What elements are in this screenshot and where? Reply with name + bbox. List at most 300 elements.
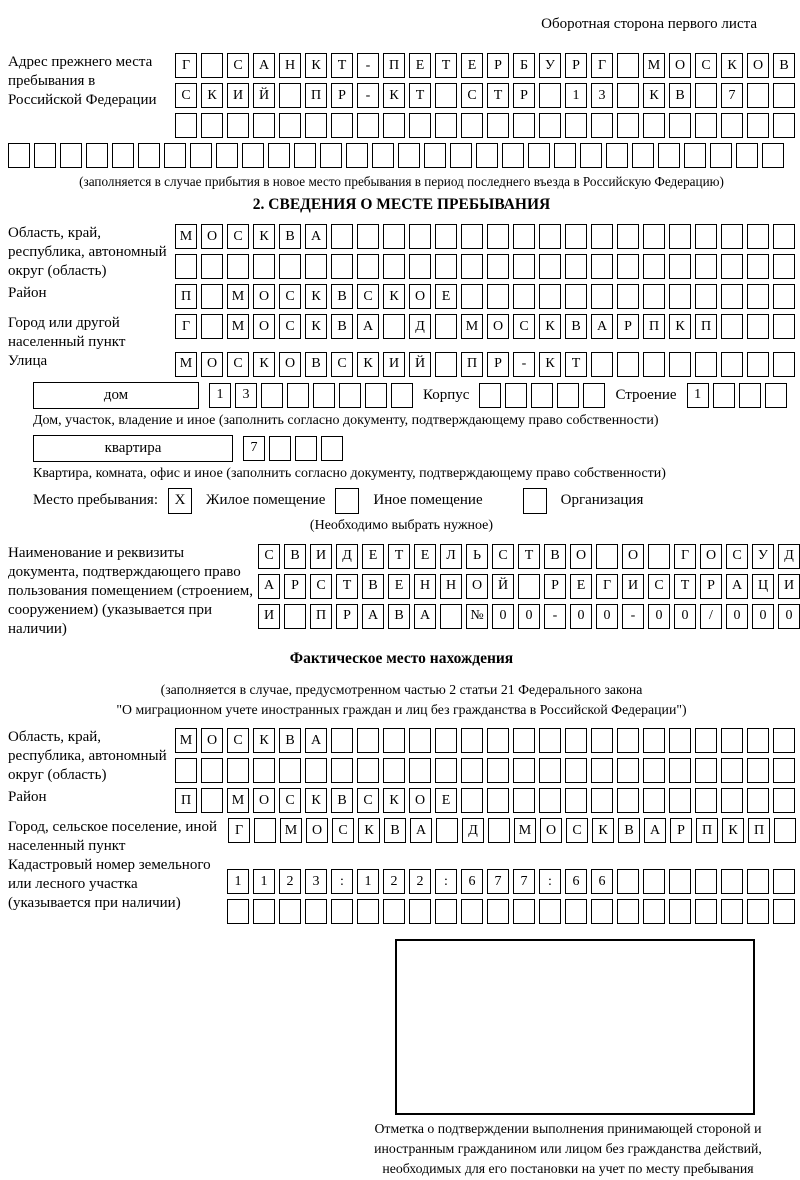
- char-cell[interactable]: [479, 383, 501, 408]
- char-cell[interactable]: 7: [243, 436, 265, 461]
- char-cell[interactable]: [435, 728, 457, 753]
- char-cell[interactable]: [409, 728, 431, 753]
- char-cell[interactable]: [242, 143, 264, 168]
- char-cell[interactable]: В: [544, 544, 566, 569]
- char-cell[interactable]: П: [305, 83, 327, 108]
- char-cell[interactable]: К: [722, 818, 744, 843]
- char-cell[interactable]: Т: [487, 83, 509, 108]
- char-cell[interactable]: К: [253, 728, 275, 753]
- char-cell[interactable]: [461, 254, 483, 279]
- char-cell[interactable]: Б: [513, 53, 535, 78]
- char-cell[interactable]: М: [514, 818, 536, 843]
- char-cell[interactable]: П: [310, 604, 332, 629]
- char-cell[interactable]: [591, 284, 613, 309]
- char-cell[interactable]: [617, 254, 639, 279]
- char-cell[interactable]: [488, 818, 510, 843]
- char-cell[interactable]: [513, 284, 535, 309]
- char-cell[interactable]: [357, 254, 379, 279]
- char-cell[interactable]: [287, 383, 309, 408]
- char-cell[interactable]: [409, 899, 431, 924]
- char-cell[interactable]: [513, 758, 535, 783]
- char-cell[interactable]: [487, 899, 509, 924]
- char-cell[interactable]: С: [461, 83, 483, 108]
- char-cell[interactable]: Т: [388, 544, 410, 569]
- char-cell[interactable]: [294, 143, 316, 168]
- char-cell[interactable]: [461, 284, 483, 309]
- char-cell[interactable]: [201, 113, 223, 138]
- char-cell[interactable]: [580, 143, 602, 168]
- char-cell[interactable]: О: [201, 728, 223, 753]
- char-cell[interactable]: [435, 113, 457, 138]
- char-cell[interactable]: [261, 383, 283, 408]
- char-cell[interactable]: [531, 383, 553, 408]
- char-cell[interactable]: В: [331, 284, 353, 309]
- char-cell[interactable]: [518, 574, 540, 599]
- char-cell[interactable]: [461, 728, 483, 753]
- char-cell[interactable]: Е: [435, 788, 457, 813]
- char-cell[interactable]: [669, 352, 691, 377]
- char-cell[interactable]: [435, 758, 457, 783]
- char-cell[interactable]: [201, 758, 223, 783]
- char-cell[interactable]: М: [175, 224, 197, 249]
- char-cell[interactable]: [583, 383, 605, 408]
- char-cell[interactable]: Р: [670, 818, 692, 843]
- char-cell[interactable]: [591, 899, 613, 924]
- char-cell[interactable]: [721, 788, 743, 813]
- char-cell[interactable]: [513, 224, 535, 249]
- char-cell[interactable]: 0: [778, 604, 800, 629]
- char-cell[interactable]: [565, 899, 587, 924]
- char-cell[interactable]: [539, 728, 561, 753]
- char-cell[interactable]: К: [305, 788, 327, 813]
- char-cell[interactable]: [747, 254, 769, 279]
- char-cell[interactable]: [227, 254, 249, 279]
- char-cell[interactable]: [461, 899, 483, 924]
- char-cell[interactable]: [669, 224, 691, 249]
- char-cell[interactable]: А: [726, 574, 748, 599]
- char-cell[interactable]: [695, 788, 717, 813]
- char-cell[interactable]: М: [280, 818, 302, 843]
- char-cell[interactable]: [773, 254, 795, 279]
- char-cell[interactable]: [565, 254, 587, 279]
- char-cell[interactable]: [617, 728, 639, 753]
- char-cell[interactable]: [617, 53, 639, 78]
- char-cell[interactable]: 0: [570, 604, 592, 629]
- char-cell[interactable]: П: [696, 818, 718, 843]
- char-cell[interactable]: [591, 254, 613, 279]
- char-cell[interactable]: [305, 254, 327, 279]
- char-cell[interactable]: [331, 224, 353, 249]
- char-cell[interactable]: А: [362, 604, 384, 629]
- char-cell[interactable]: [721, 254, 743, 279]
- char-cell[interactable]: А: [414, 604, 436, 629]
- char-cell[interactable]: С: [332, 818, 354, 843]
- char-cell[interactable]: А: [357, 314, 379, 339]
- char-cell[interactable]: [383, 113, 405, 138]
- char-cell[interactable]: №: [466, 604, 488, 629]
- char-cell[interactable]: [721, 314, 743, 339]
- char-cell[interactable]: [201, 284, 223, 309]
- char-cell[interactable]: [321, 436, 343, 461]
- char-cell[interactable]: Н: [279, 53, 301, 78]
- char-cell[interactable]: Д: [462, 818, 484, 843]
- char-cell[interactable]: [739, 383, 761, 408]
- char-cell[interactable]: [138, 143, 160, 168]
- char-cell[interactable]: [357, 899, 379, 924]
- char-cell[interactable]: В: [388, 604, 410, 629]
- checkbox-other-premises[interactable]: [335, 488, 359, 514]
- char-cell[interactable]: [643, 728, 665, 753]
- char-cell[interactable]: [461, 758, 483, 783]
- char-cell[interactable]: [643, 113, 665, 138]
- char-cell[interactable]: [773, 314, 795, 339]
- char-cell[interactable]: :: [331, 869, 353, 894]
- char-cell[interactable]: А: [253, 53, 275, 78]
- char-cell[interactable]: [175, 758, 197, 783]
- char-cell[interactable]: [565, 224, 587, 249]
- char-cell[interactable]: Л: [440, 544, 462, 569]
- char-cell[interactable]: Т: [331, 53, 353, 78]
- char-cell[interactable]: [8, 143, 30, 168]
- char-cell[interactable]: [201, 53, 223, 78]
- char-cell[interactable]: [253, 758, 275, 783]
- char-cell[interactable]: [695, 728, 717, 753]
- char-cell[interactable]: [435, 83, 457, 108]
- char-cell[interactable]: В: [331, 314, 353, 339]
- char-cell[interactable]: И: [778, 574, 800, 599]
- char-cell[interactable]: [487, 788, 509, 813]
- char-cell[interactable]: Р: [331, 83, 353, 108]
- char-cell[interactable]: [747, 869, 769, 894]
- char-cell[interactable]: Д: [778, 544, 800, 569]
- char-cell[interactable]: [747, 788, 769, 813]
- char-cell[interactable]: [695, 899, 717, 924]
- char-cell[interactable]: [591, 224, 613, 249]
- char-cell[interactable]: [331, 758, 353, 783]
- char-cell[interactable]: У: [752, 544, 774, 569]
- char-cell[interactable]: [721, 869, 743, 894]
- char-cell[interactable]: [747, 224, 769, 249]
- char-cell[interactable]: [643, 869, 665, 894]
- char-cell[interactable]: [357, 758, 379, 783]
- char-cell[interactable]: [565, 728, 587, 753]
- char-cell[interactable]: В: [284, 544, 306, 569]
- char-cell[interactable]: П: [175, 284, 197, 309]
- char-cell[interactable]: С: [513, 314, 535, 339]
- char-cell[interactable]: [762, 143, 784, 168]
- char-cell[interactable]: В: [279, 224, 301, 249]
- char-cell[interactable]: Г: [674, 544, 696, 569]
- char-cell[interactable]: [565, 788, 587, 813]
- char-cell[interactable]: А: [258, 574, 280, 599]
- char-cell[interactable]: [669, 899, 691, 924]
- char-cell[interactable]: Р: [617, 314, 639, 339]
- char-cell[interactable]: М: [175, 728, 197, 753]
- char-cell[interactable]: [591, 113, 613, 138]
- char-cell[interactable]: 0: [518, 604, 540, 629]
- char-cell[interactable]: И: [258, 604, 280, 629]
- char-cell[interactable]: [295, 436, 317, 461]
- char-cell[interactable]: [736, 143, 758, 168]
- char-cell[interactable]: [279, 758, 301, 783]
- char-cell[interactable]: О: [466, 574, 488, 599]
- char-cell[interactable]: Д: [409, 314, 431, 339]
- char-cell[interactable]: С: [227, 53, 249, 78]
- char-cell[interactable]: 0: [596, 604, 618, 629]
- char-cell[interactable]: И: [622, 574, 644, 599]
- char-cell[interactable]: С: [648, 574, 670, 599]
- char-cell[interactable]: [513, 254, 535, 279]
- char-cell[interactable]: [513, 728, 535, 753]
- char-cell[interactable]: [617, 758, 639, 783]
- char-cell[interactable]: [773, 284, 795, 309]
- char-cell[interactable]: [669, 284, 691, 309]
- char-cell[interactable]: [383, 224, 405, 249]
- char-cell[interactable]: О: [253, 284, 275, 309]
- char-cell[interactable]: [554, 143, 576, 168]
- char-cell[interactable]: [435, 254, 457, 279]
- char-cell[interactable]: О: [540, 818, 562, 843]
- char-cell[interactable]: [201, 788, 223, 813]
- char-cell[interactable]: [643, 758, 665, 783]
- char-cell[interactable]: [398, 143, 420, 168]
- char-cell[interactable]: Й: [492, 574, 514, 599]
- char-cell[interactable]: С: [279, 314, 301, 339]
- char-cell[interactable]: [305, 113, 327, 138]
- char-cell[interactable]: Р: [284, 574, 306, 599]
- char-cell[interactable]: [695, 83, 717, 108]
- char-cell[interactable]: [617, 352, 639, 377]
- char-cell[interactable]: [164, 143, 186, 168]
- char-cell[interactable]: [643, 284, 665, 309]
- char-cell[interactable]: Ь: [466, 544, 488, 569]
- char-cell[interactable]: [409, 758, 431, 783]
- char-cell[interactable]: П: [461, 352, 483, 377]
- char-cell[interactable]: 0: [648, 604, 670, 629]
- char-cell[interactable]: [591, 728, 613, 753]
- char-cell[interactable]: [773, 113, 795, 138]
- char-cell[interactable]: 1: [357, 869, 379, 894]
- char-cell[interactable]: [357, 224, 379, 249]
- char-cell[interactable]: В: [362, 574, 384, 599]
- char-cell[interactable]: [643, 899, 665, 924]
- char-cell[interactable]: [268, 143, 290, 168]
- char-cell[interactable]: 3: [305, 869, 327, 894]
- char-cell[interactable]: [565, 284, 587, 309]
- char-cell[interactable]: [617, 899, 639, 924]
- char-cell[interactable]: Т: [674, 574, 696, 599]
- char-cell[interactable]: С: [279, 284, 301, 309]
- char-cell[interactable]: [539, 899, 561, 924]
- char-cell[interactable]: [435, 899, 457, 924]
- char-cell[interactable]: :: [435, 869, 457, 894]
- char-cell[interactable]: [721, 758, 743, 783]
- char-cell[interactable]: [461, 113, 483, 138]
- char-cell[interactable]: [539, 758, 561, 783]
- char-cell[interactable]: 6: [461, 869, 483, 894]
- char-cell[interactable]: [539, 113, 561, 138]
- char-cell[interactable]: [721, 352, 743, 377]
- char-cell[interactable]: С: [695, 53, 717, 78]
- char-cell[interactable]: С: [492, 544, 514, 569]
- char-cell[interactable]: [617, 113, 639, 138]
- char-cell[interactable]: [591, 758, 613, 783]
- char-cell[interactable]: [606, 143, 628, 168]
- char-cell[interactable]: [747, 352, 769, 377]
- char-cell[interactable]: [528, 143, 550, 168]
- char-cell[interactable]: [513, 899, 535, 924]
- char-cell[interactable]: [669, 254, 691, 279]
- char-cell[interactable]: О: [306, 818, 328, 843]
- char-cell[interactable]: [476, 143, 498, 168]
- char-cell[interactable]: С: [726, 544, 748, 569]
- char-cell[interactable]: [305, 899, 327, 924]
- char-cell[interactable]: Т: [565, 352, 587, 377]
- char-cell[interactable]: [253, 254, 275, 279]
- char-cell[interactable]: [539, 284, 561, 309]
- char-cell[interactable]: 1: [253, 869, 275, 894]
- char-cell[interactable]: [331, 728, 353, 753]
- char-cell[interactable]: А: [305, 728, 327, 753]
- char-cell[interactable]: [112, 143, 134, 168]
- char-cell[interactable]: [505, 383, 527, 408]
- char-cell[interactable]: М: [227, 788, 249, 813]
- char-cell[interactable]: 7: [513, 869, 535, 894]
- char-cell[interactable]: [695, 113, 717, 138]
- char-cell[interactable]: С: [566, 818, 588, 843]
- char-cell[interactable]: Е: [570, 574, 592, 599]
- char-cell[interactable]: [331, 899, 353, 924]
- char-cell[interactable]: П: [695, 314, 717, 339]
- char-cell[interactable]: [34, 143, 56, 168]
- char-cell[interactable]: К: [383, 284, 405, 309]
- char-cell[interactable]: Е: [362, 544, 384, 569]
- char-cell[interactable]: [648, 544, 670, 569]
- char-cell[interactable]: [747, 899, 769, 924]
- char-cell[interactable]: 6: [591, 869, 613, 894]
- char-cell[interactable]: В: [384, 818, 406, 843]
- char-cell[interactable]: Е: [409, 53, 431, 78]
- char-cell[interactable]: -: [513, 352, 535, 377]
- char-cell[interactable]: [669, 788, 691, 813]
- char-cell[interactable]: [643, 788, 665, 813]
- char-cell[interactable]: [435, 352, 457, 377]
- char-cell[interactable]: 1: [209, 383, 231, 408]
- char-cell[interactable]: К: [253, 224, 275, 249]
- char-cell[interactable]: А: [591, 314, 613, 339]
- char-cell[interactable]: 1: [687, 383, 709, 408]
- char-cell[interactable]: [773, 728, 795, 753]
- char-cell[interactable]: О: [409, 788, 431, 813]
- char-cell[interactable]: [747, 83, 769, 108]
- char-cell[interactable]: А: [644, 818, 666, 843]
- char-cell[interactable]: -: [544, 604, 566, 629]
- char-cell[interactable]: [695, 254, 717, 279]
- char-cell[interactable]: [331, 113, 353, 138]
- char-cell[interactable]: Р: [565, 53, 587, 78]
- char-cell[interactable]: Р: [487, 352, 509, 377]
- char-cell[interactable]: [435, 224, 457, 249]
- char-cell[interactable]: [617, 788, 639, 813]
- char-cell[interactable]: [695, 869, 717, 894]
- char-cell[interactable]: [391, 383, 413, 408]
- char-cell[interactable]: Г: [175, 314, 197, 339]
- char-cell[interactable]: [313, 383, 335, 408]
- char-cell[interactable]: Т: [435, 53, 457, 78]
- char-cell[interactable]: -: [357, 53, 379, 78]
- char-cell[interactable]: С: [175, 83, 197, 108]
- char-cell[interactable]: Е: [461, 53, 483, 78]
- char-cell[interactable]: [713, 383, 735, 408]
- char-cell[interactable]: И: [383, 352, 405, 377]
- char-cell[interactable]: -: [622, 604, 644, 629]
- char-cell[interactable]: 7: [721, 83, 743, 108]
- char-cell[interactable]: [513, 113, 535, 138]
- char-cell[interactable]: [669, 758, 691, 783]
- char-cell[interactable]: О: [253, 314, 275, 339]
- checkbox-organization[interactable]: [523, 488, 547, 514]
- char-cell[interactable]: [765, 383, 787, 408]
- char-cell[interactable]: -: [357, 83, 379, 108]
- char-cell[interactable]: О: [201, 224, 223, 249]
- char-cell[interactable]: [695, 352, 717, 377]
- char-cell[interactable]: М: [175, 352, 197, 377]
- char-cell[interactable]: К: [721, 53, 743, 78]
- char-cell[interactable]: Е: [435, 284, 457, 309]
- char-cell[interactable]: К: [305, 314, 327, 339]
- char-cell[interactable]: К: [357, 352, 379, 377]
- char-cell[interactable]: [617, 224, 639, 249]
- char-cell[interactable]: :: [539, 869, 561, 894]
- char-cell[interactable]: [305, 758, 327, 783]
- char-cell[interactable]: [747, 728, 769, 753]
- char-cell[interactable]: С: [258, 544, 280, 569]
- char-cell[interactable]: В: [305, 352, 327, 377]
- char-cell[interactable]: [383, 758, 405, 783]
- char-cell[interactable]: Е: [414, 544, 436, 569]
- char-cell[interactable]: [721, 284, 743, 309]
- char-cell[interactable]: К: [539, 352, 561, 377]
- char-cell[interactable]: [440, 604, 462, 629]
- char-cell[interactable]: Г: [591, 53, 613, 78]
- char-cell[interactable]: 1: [565, 83, 587, 108]
- char-cell[interactable]: [539, 83, 561, 108]
- char-cell[interactable]: [539, 224, 561, 249]
- char-cell[interactable]: [424, 143, 446, 168]
- char-cell[interactable]: К: [539, 314, 561, 339]
- char-cell[interactable]: [773, 224, 795, 249]
- char-cell[interactable]: [773, 758, 795, 783]
- char-cell[interactable]: О: [409, 284, 431, 309]
- char-cell[interactable]: М: [461, 314, 483, 339]
- char-cell[interactable]: [436, 818, 458, 843]
- char-cell[interactable]: [190, 143, 212, 168]
- char-cell[interactable]: [684, 143, 706, 168]
- char-cell[interactable]: Г: [175, 53, 197, 78]
- char-cell[interactable]: [461, 224, 483, 249]
- char-cell[interactable]: М: [227, 314, 249, 339]
- char-cell[interactable]: [279, 899, 301, 924]
- char-cell[interactable]: [643, 352, 665, 377]
- char-cell[interactable]: М: [227, 284, 249, 309]
- char-cell[interactable]: О: [487, 314, 509, 339]
- char-cell[interactable]: 2: [279, 869, 301, 894]
- char-cell[interactable]: П: [748, 818, 770, 843]
- char-cell[interactable]: /: [700, 604, 722, 629]
- char-cell[interactable]: О: [201, 352, 223, 377]
- char-cell[interactable]: В: [618, 818, 640, 843]
- char-cell[interactable]: [279, 254, 301, 279]
